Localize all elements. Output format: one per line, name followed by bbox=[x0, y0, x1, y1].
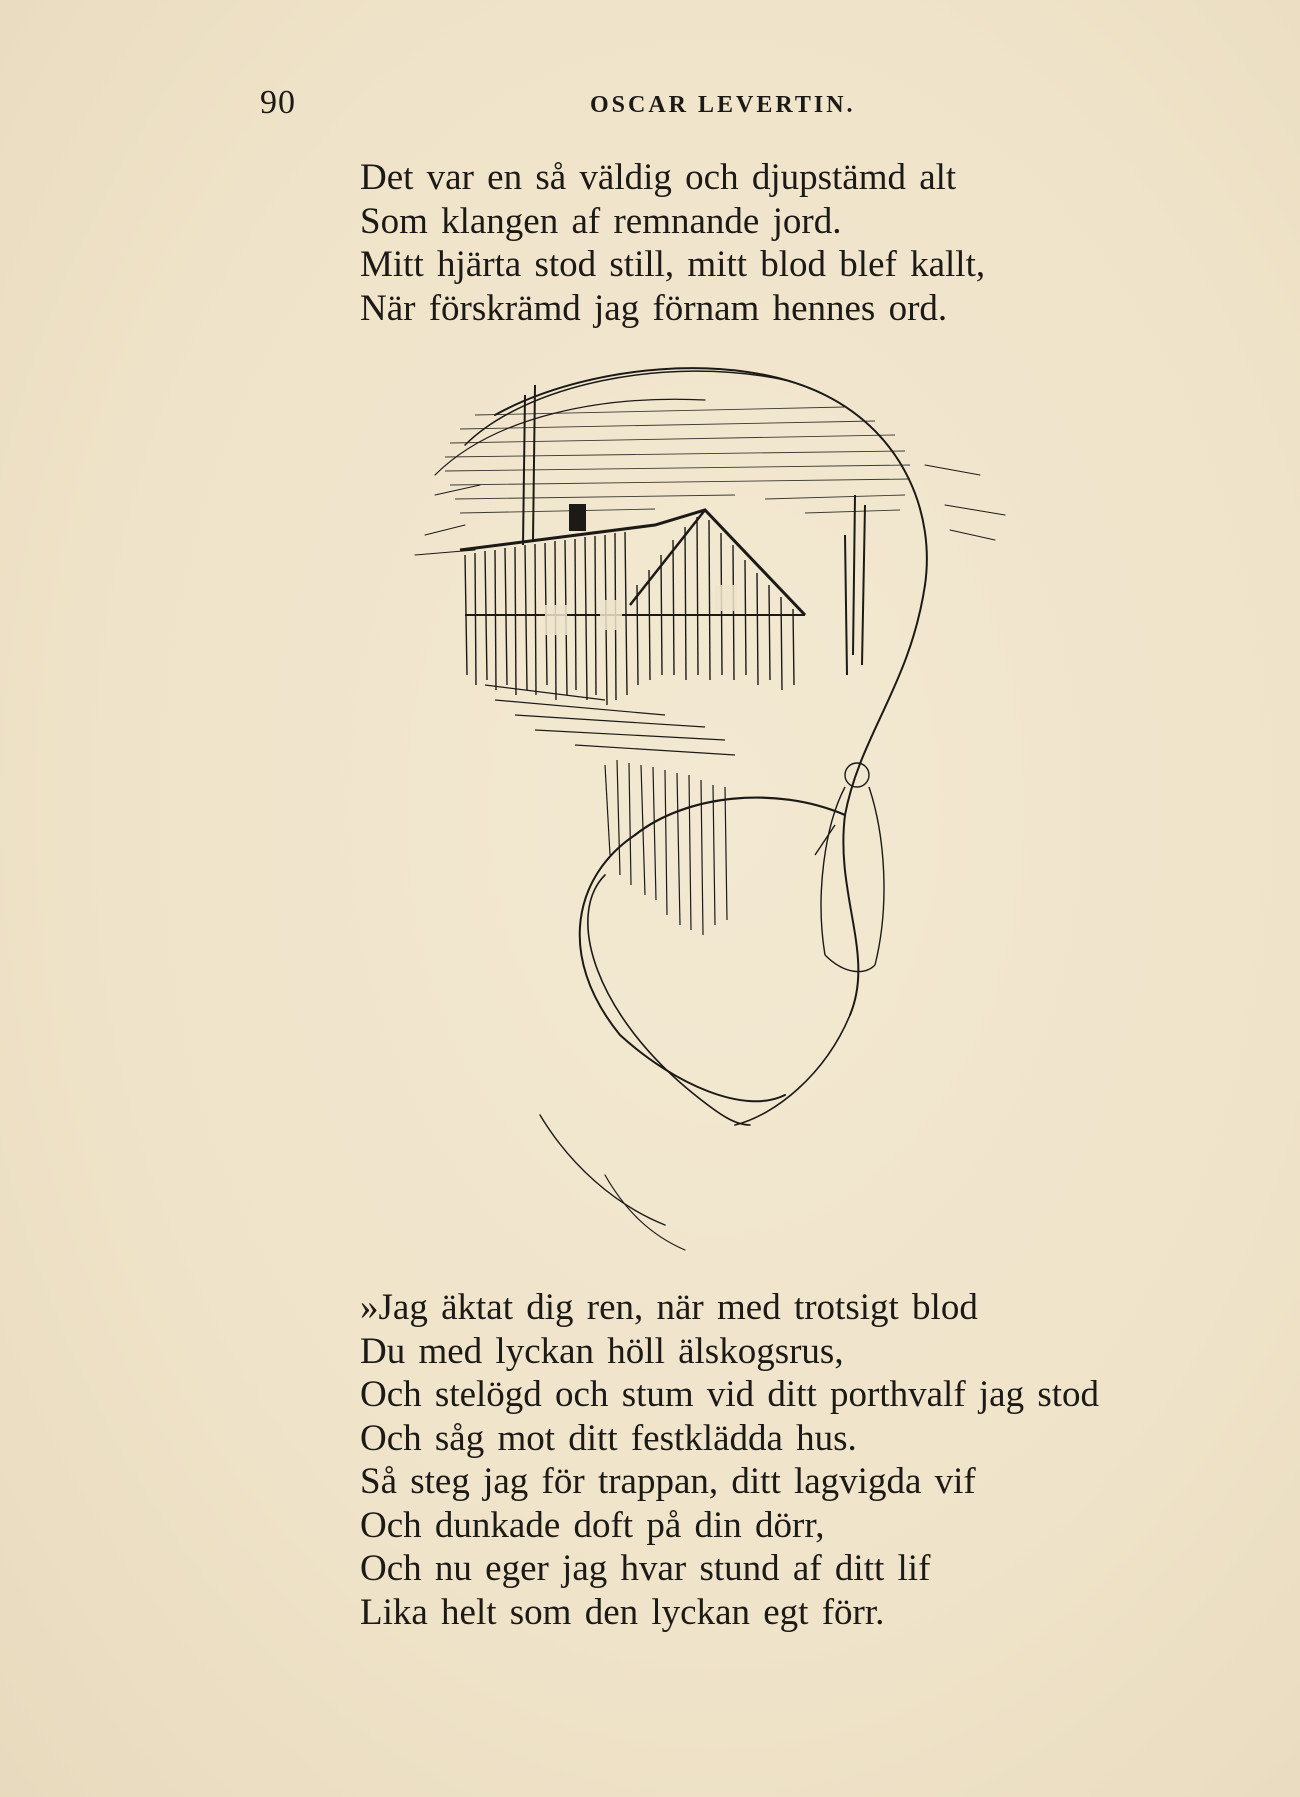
verse-line: Och dunkade doft på din dörr, bbox=[360, 1504, 825, 1546]
verse-line: Som klangen af remnande jord. bbox=[360, 200, 842, 242]
verse-line: Det var en så väldig och djupstämd alt bbox=[360, 157, 957, 198]
ink-sketch-house-and-ghostly-figure-icon bbox=[405, 355, 1075, 1275]
page-number: 90 bbox=[260, 84, 296, 121]
verse-line: Så steg jag för trappan, ditt lagvigda vif bbox=[360, 1461, 976, 1502]
running-title: OSCAR LEVERTIN. bbox=[590, 92, 856, 118]
verse-line: »Jag äktat dig ren, när med trotsigt blod bbox=[360, 1287, 978, 1328]
verse-line: Och nu eger jag hvar stund af ditt lif bbox=[360, 1548, 931, 1589]
stanza-1 bbox=[360, 156, 985, 330]
running-head bbox=[260, 84, 1160, 124]
verse-line: Och stelögd och stum vid ditt porthvalf jag stod bbox=[360, 1374, 1100, 1415]
stanza-2 bbox=[360, 1286, 1099, 1634]
verse-line: Du med lyckan höll älskogsrus, bbox=[360, 1330, 844, 1372]
verse-line: Lika helt som den lyckan egt förr. bbox=[360, 1591, 885, 1633]
verse-line: Och såg mot ditt festklädda hus. bbox=[360, 1417, 857, 1459]
verse-line: Mitt hjärta stod still, mitt blod blef kallt, bbox=[360, 244, 986, 285]
verse-line: När förskrämd jag förnam hennes ord. bbox=[360, 287, 948, 329]
